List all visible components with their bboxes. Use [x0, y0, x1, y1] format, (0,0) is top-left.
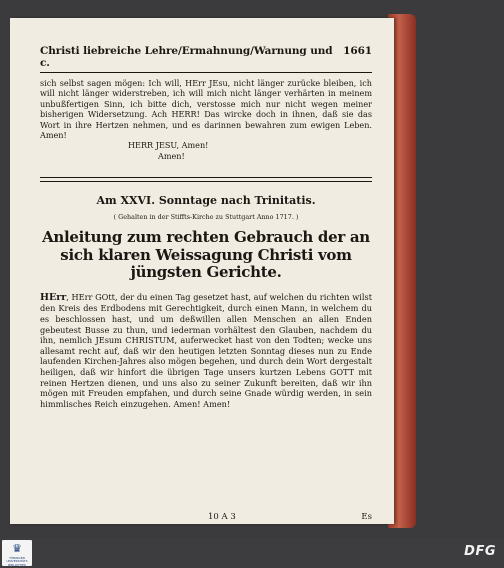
- section-divider: [40, 177, 372, 182]
- library-logo[interactable]: [2, 540, 32, 566]
- sermon-occasion: ( Gehalten in der Stiffts-Kirche zu Stuttgart Anno 1717. ): [113, 213, 299, 222]
- prayer-initial: HErr: [40, 291, 67, 303]
- sermon-heading: Anleitung zum rechten Gebrauch der an sich klaren Weissagung Christi vom jüngsten Gerichte.: [42, 228, 370, 282]
- sermon-title: Am XXVI. Sonntage nach Trinitatis.: [96, 194, 316, 208]
- running-head-title: Christi liebreiche Lehre/Ermahnung/Warnung und c.: [40, 45, 333, 69]
- closing-line: HERR JESU, Amen!: [128, 140, 209, 151]
- catchword: Es: [361, 512, 372, 522]
- document-page: [10, 18, 394, 524]
- prayer-body: , HErr GOtt, der du einen Tag gesetzet hast, auf welchen du richten wilst den Kreis des Erdbodens mit Gerechtigkeit, durch einen Mann, in welchem du es beschlossen hast, und um deßwillen allen Menschen an allen Enden gebeutest Busse zu thun, und iederman vorhältest den Glauben, nachdem du ihn, nemlich JEsum CHRISTUM, auferwecket hast von den Todten; wecke uns allesamt recht auf, daß wir den heutigen letzten Sonntag dieses nun zu Ende laufenden Kirchen-Jahres also mögen begehen, und durch dein Wort dergestalt heiligen, daß wir hinfort die übrigen Tage unsers kurtzen Lebens GOTT mit reinen Hertzen dienen, und uns also zu seiner Zukunft bereiten, daß wir ihn mögen mit Freuden empfahen, und durch seine Gnade würdig werden, in sein himmlisches Reich einzugehen. Amen! Amen!: [40, 291, 372, 409]
- library-caption: TÜBINGEN UNIVERSITÄTS BIBLIOTHEK: [6, 556, 28, 567]
- running-head-year: 1661: [343, 45, 372, 57]
- previous-sermon-ending: sich selbst sagen mögen: Ich will, HErr JEsu, nicht länger zurücke bleiben, ich will nicht länger widerstreben, ich will mich nicht länger verhärten in meinem unbußfertigen Sinn, ich bitte dich, verstosse mich nur nicht wegen meiner bisherigen Widersetzung. Ach HERR! Das wircke doch in ihnen, daß sie das Wort in ihre Hertzen nehmen, und es darinnen bewahren zum ewigen Leben. Amen!: [40, 78, 372, 141]
- library-seal-icon: ♛: [12, 542, 22, 555]
- page-text-block: [40, 45, 372, 409]
- dfg-logo[interactable]: DFG: [464, 544, 496, 559]
- prayer-text: [40, 292, 372, 410]
- closing-amen: Amen!: [158, 150, 185, 161]
- viewer-bottom-bar: [0, 538, 504, 568]
- running-head: [40, 45, 372, 73]
- signature-mark: 10 A 3: [208, 512, 236, 522]
